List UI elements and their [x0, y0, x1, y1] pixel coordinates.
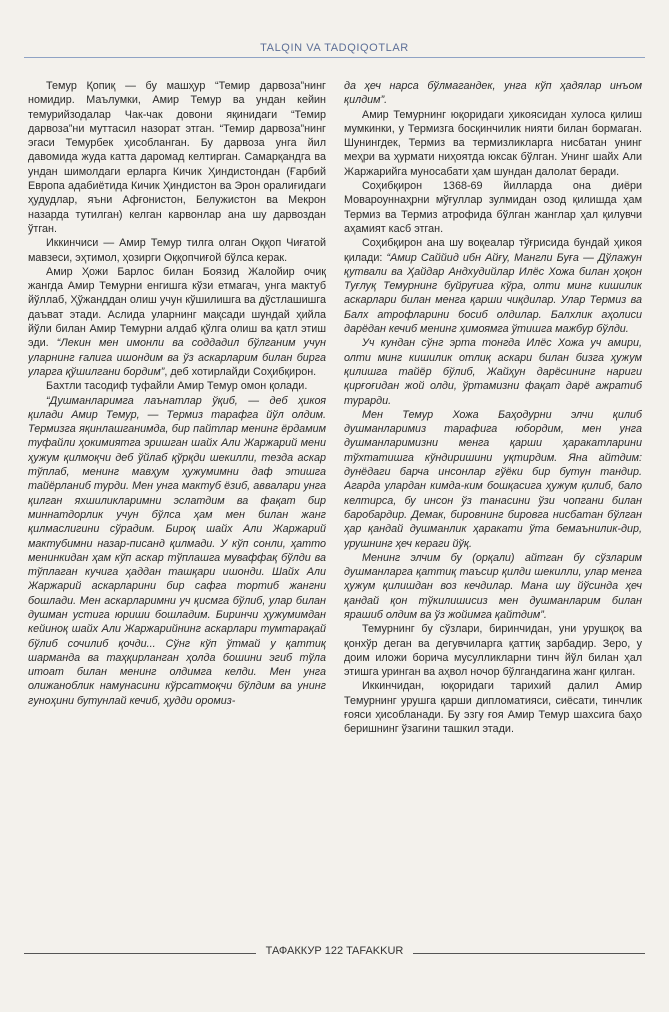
- paragraph: [28, 265, 326, 379]
- quote-paragraph: Уч кундан сўнг эрта тонгда Илёс Хожа уч амири, олти минг кишилик отлиқ аскари билан бизга ҳужум қилишга тайёр бўлиб, Жайҳун дарёсининг нариги қирғоғидан жой олди, ўртамизни фақат дарё ажратиб турарди.: [344, 337, 642, 407]
- running-footer: [24, 944, 645, 962]
- left-column: [28, 79, 326, 937]
- quote-paragraph: да ҳеч нарса бўлмагандек, унга кўп ҳадялар инъом қилдим”.: [344, 80, 642, 107]
- paragraph: [344, 236, 642, 336]
- header-rule: [24, 57, 645, 58]
- quote-paragraph: “Душманларимга лаънатлар ўқиб, — деб ҳикоя қилади Амир Темур, — Термиз тарафга йўл олдим. Термизга яқинлашганимда, бир пайтлар менинг ёрдамим туфайли ҳокимиятга эришган шайх Али Жаржарий мени ҳужум қилмоқчи деб ўйлаб қўрқди шекилли, тезда аскар тўплаб, менинг мавҳум ҳужумимни даф этишга тайёрланиб турди. Мен унга мактуб ёзиб, аввалари унга қилган яхшиликларимни эслатдим ва фақат бир миннатдорлик учун бўлса ҳам мен билан жанг қилмаслигини сўрадим. Бироқ шайх Али Жаржарий мактубимни назар-писанд қилмади. У кўп сонли, ҳатто менинкидан ҳам кўп аскар тўплашга муваффақ бўлди ва тўплаган кучига ҳаддан ташқари ишонди. Шайх Али Жаржарий аскарларини бир сафга тортиб жангни бошлади. Мен аскарларимни уч қисмга бўлиб, улар билан душман устига юриши бошладим. Биринчи ҳужумимдан кейиноқ шайх Али Жаржарийнинг аскарлари тумтарақай бўлиб сочилиб қочди... Сўнг кўп ўтмай у қаттиқ шарманда ва таҳқирланган ҳолда бошини эгиб тўла итоат билан менинг олдимга келди. Мен унга олижаноблик намунасини кўрсатмоқчи бўлдим ва унинг гуноҳини бутунлай кечиб, ҳудди оромиз-: [28, 394, 326, 707]
- paragraph: Амир Темурнинг юқоридаги ҳикоясидан хулоса қилиш мумкинки, у Термизга босқинчилик нияти билан бормаган. Шунингдек, Термиз ва термизликларга нисбатан унинг меҳри ва ҳурмати ниҳоятда юксак бўлган. Унинг шайх Али Жаржарийга муносабати ҳам шундан далолат беради.: [344, 108, 642, 178]
- footer-rule-right: [413, 953, 645, 954]
- quote-paragraph: Менинг элчим бу (орқали) айтган бу сўзларим душманларга қаттиқ таъсир қилди шекилли, улар менга ҳужум қилишдан воз кечдилар. Мана шу йўсинда ҳеч қандай қон тўкилишисиз мен душманларим билан ярашиб олдим ва ўз жойимга қайтдим”.: [344, 551, 642, 621]
- page-number-label: ТАФАККУР 122 TAFAKKUR: [265, 945, 404, 957]
- paragraph: Темурнинг бу сўзлари, биринчидан, уни урушқоқ ва қонхўр деган ва дегувчиларга қаттиқ зарбадир. Зеро, у доим иложи борича мусулликларни тинч йўл билан ҳал этишга уринган ва аҳвол ночор бўлгандагина жанг қилган.: [344, 623, 642, 679]
- paragraph: Иккинчиси — Амир Темур тилга олган Оққоп Чиғатой мавзеси, эҳтимол, ҳозирги Оққопчиғой бўлса керак.: [28, 237, 326, 264]
- running-header: [24, 40, 645, 62]
- text-run: Амир Ҳожи Барлос билан Боязид Жалойир очиқ жангда Амир Темурни енгишга кўзи етмагач, унга мактуб йўллаб, Ҳўжанддан олиш учун кўшилишга ва дўстлашишга даъват этади. Аслида уларнинг мақсади шундай ҳийла йўли билан Амир Темурни алдаб қўлга олиш ва қатл этиш эди.: [28, 265, 326, 350]
- paragraph: Иккинчидан, юқоридаги тарихий далил Амир Темурнинг урушга қарши дипломатияси, сиёсати, тинчлик ғояси ҳисобланади. Бу эзгу ғоя Амир Темур шахсига баҳо беришнинг ўзагини ташкил этади.: [344, 680, 642, 736]
- text-run: Соҳибқирон ана шу воқеалар тўғрисида бундай ҳикоя қилади:: [344, 237, 642, 264]
- text-run: , деб хотирлайди Соҳибқирон.: [164, 365, 317, 378]
- right-column: [344, 79, 642, 937]
- section-title: TALQIN VA TADQIQOTLAR: [260, 42, 409, 54]
- quote-text: “Лекин мен имонли ва соддадил бўлганим учун уларнинг ғалига ишондим ва ўз аскарларим билан бирга уларга қўшилгани бордим”: [28, 337, 326, 378]
- footer-rule-left: [24, 953, 256, 954]
- paragraph: Соҳибқирон 1368-69 йилларда она диёри Мовароуннаҳрни мўғуллар зулмидан озод қилишда ҳам Термиз ва Термиз атрофида бўлган жанглар ҳал қилувчи аҳамият касб этган.: [344, 180, 642, 235]
- quote-paragraph: Мен Темур Хожа Баҳодурни элчи қилиб душманларимиз тарафига юбордим, мен унга душманларимизни менга қарши ҳаракатларини тўхтатишга кўндиришини уқтирдим. Яна айтдим: дунёдаги барча инсонлар гўёки бир бутун тандир. Агарда улардан кимда-ким бошқасига ҳужум қилиб, бало келтирса, бу инсон ўз танасини ўзи чопгани билан баробардир. Демак, бировнинг бировга нисбатан бўлган ҳар қандай душманлик ҳаракати ўта бемаънилик-дир, урушнинг ҳеч кераги йўқ.: [344, 408, 642, 550]
- article-body: [28, 79, 642, 937]
- paragraph: Темур Қопиқ — бу машҳур “Темир дарвоза”нинг номидир. Маълумки, Амир Темур ва ундан кейин темурийзодалар Чак-чак довони яқинидаги “Темир дарвоза”ни муттасил назорат этган. “Темир дарвоза”нинг эгаси Темурбек ҳисобланган. Бу дарвоза унга йил давомида жуда катта даромад келтирган. Самарқандга ва ундан шимолдаги ерларга Кичик Ҳиндистондан (Ғарбий Европа адабиётида Кичик Ҳиндистон ва Эрон оралиғидаги ҳудудлар, яъни Афғонистон, Белужистон ва Мекрон назарда тутилган) келган карвонлар ана шу дарвоздан ўтган.: [28, 80, 326, 235]
- paragraph: Бахтли тасодиф туфайли Амир Темур омон қолади.: [46, 380, 308, 393]
- quote-text: “Амир Саййид ибн Айғу, Мангли Буға — Дўлажун қутвали ва Ҳайдар Андхудийлар Илёс Хожа билан ҳоқон Туғлуқ Темурнинг буйруғига кўра, олти минг кишилик аскарлари билан менга қарши чиқдилар. Улар Термиз ва Балх атрофларини босиб олдилар. Балхлик аҳолиси дарёдан кечиб менинг ҳимоямга ўтишга мажбур бўлди.: [344, 251, 642, 336]
